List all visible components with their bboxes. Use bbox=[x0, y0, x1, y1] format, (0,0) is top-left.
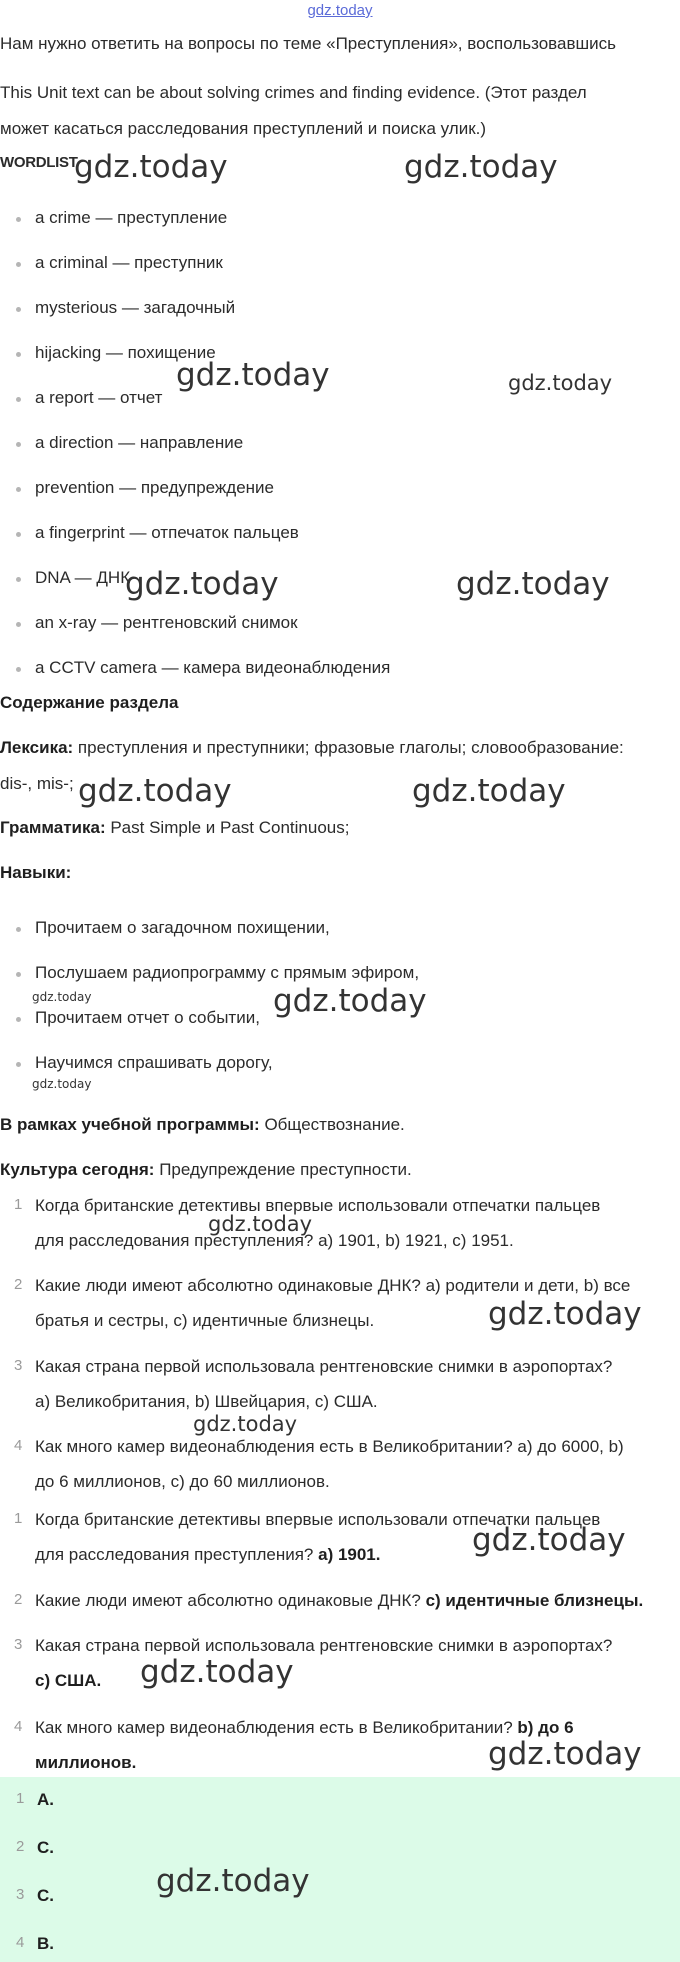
watermark: gdz.today bbox=[273, 983, 427, 1019]
wordlist-title: WORDLIST bbox=[0, 154, 78, 171]
bullet-icon bbox=[16, 577, 21, 582]
curriculum-line: В рамках учебной программы: Обществознание. bbox=[0, 1115, 405, 1134]
content-title: Содержание раздела bbox=[0, 693, 179, 712]
watermark: gdz.today bbox=[508, 371, 613, 395]
lexis-line-1: Лексика: преступления и преступники; фразовые глаголы; словообразование: bbox=[0, 738, 624, 757]
bullet-icon bbox=[16, 532, 21, 537]
unit-description-line-2: может касаться расследования преступлений и поиска улик.) bbox=[0, 119, 487, 138]
watermark: gdz.today bbox=[32, 990, 92, 1004]
watermark: gdz.today bbox=[472, 1522, 626, 1558]
watermark: gdz.today bbox=[193, 1412, 298, 1436]
unit-description-line-1: This Unit text can be about solving crimes and finding evidence. (Этот раздел bbox=[0, 83, 587, 102]
watermark: gdz.today bbox=[488, 1736, 642, 1772]
bullet-icon bbox=[16, 262, 21, 267]
watermark: gdz.today bbox=[456, 566, 610, 602]
answer-highlight: a) 1901. bbox=[318, 1545, 381, 1564]
top-link[interactable]: gdz.today bbox=[307, 2, 373, 19]
intro-line: Нам нужно ответить на вопросы по теме «Преступления», воспользовавшись bbox=[0, 34, 616, 53]
skills-title: Навыки: bbox=[0, 863, 72, 882]
watermark: gdz.today bbox=[74, 149, 228, 185]
bullet-icon bbox=[16, 972, 21, 977]
watermark: gdz.today bbox=[156, 1863, 310, 1899]
watermark: gdz.today bbox=[32, 1077, 92, 1091]
bullet-icon bbox=[16, 927, 21, 932]
answers-panel: 1 A. 2 C. 3 C. 4 B. bbox=[0, 1777, 680, 1962]
bullet-icon bbox=[16, 307, 21, 312]
watermark: gdz.today bbox=[140, 1654, 294, 1690]
bullet-icon bbox=[16, 1017, 21, 1022]
answer-highlight: миллионов. bbox=[35, 1753, 137, 1772]
answer-highlight: b) до 6 bbox=[517, 1718, 574, 1737]
watermark: gdz.today bbox=[208, 1212, 313, 1236]
watermark: gdz.today bbox=[78, 773, 232, 809]
watermark: gdz.today bbox=[176, 357, 330, 393]
answer-highlight: c) идентичные близнецы. bbox=[425, 1591, 644, 1610]
watermark: gdz.today bbox=[488, 1296, 642, 1332]
bullet-icon bbox=[16, 397, 21, 402]
bullet-icon bbox=[16, 442, 21, 447]
bullet-icon bbox=[16, 1062, 21, 1067]
bullet-icon bbox=[16, 352, 21, 357]
bullet-icon bbox=[16, 487, 21, 492]
lexis-line-2: dis-, mis-; bbox=[0, 774, 74, 793]
watermark: gdz.today bbox=[404, 149, 558, 185]
grammar-line: Грамматика: Past Simple и Past Continuous; bbox=[0, 818, 350, 837]
watermark: gdz.today bbox=[412, 773, 566, 809]
bullet-icon bbox=[16, 217, 21, 222]
answer-highlight: c) США. bbox=[35, 1671, 102, 1690]
watermark: gdz.today bbox=[125, 566, 279, 602]
culture-line: Культура сегодня: Предупреждение преступности. bbox=[0, 1160, 412, 1179]
bullet-icon bbox=[16, 667, 21, 672]
bullet-icon bbox=[16, 622, 21, 627]
